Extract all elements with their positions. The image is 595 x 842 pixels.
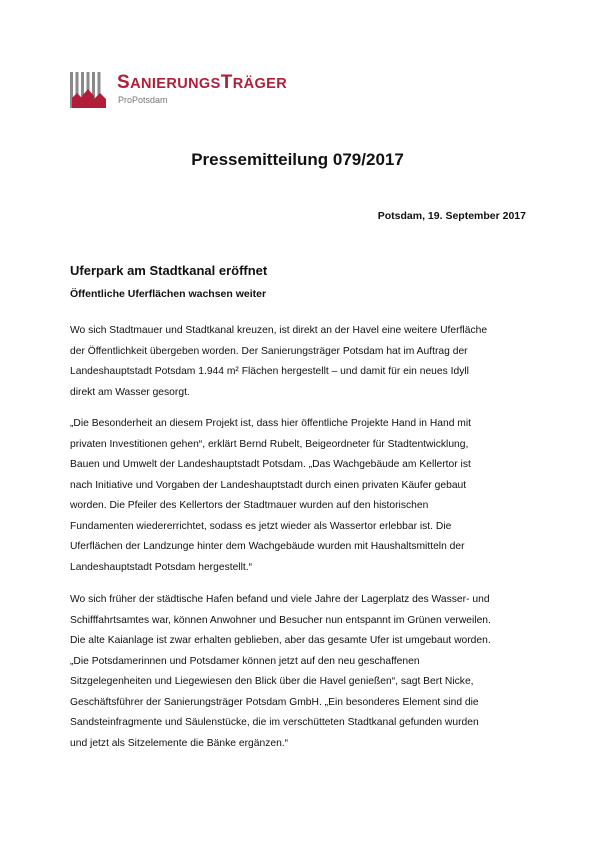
sanierungstraeger-logo [70,72,340,108]
logo-building-mark-icon [70,72,110,108]
body-paragraph-3 [70,590,540,754]
logo-wordmark: SANIERUNGSTRÄGER [117,72,288,93]
paragraph-line: Wo sich früher der städtische Hafen befand und viele Jahre der Lagerplatz des Wasser- und [70,594,490,605]
paragraph-line: direkt am Wasser gesorgt. [70,386,190,398]
paragraph-line: worden. Die Pfeiler des Kellertors der Stadtmauer wurden auf den historischen [70,500,429,511]
paragraph-line: „Die Besonderheit an diesem Projekt ist, dass hier öffentliche Projekte Hand in Hand mit [70,418,472,429]
paragraph-line: Sitzgelegenheiten und Liegewiesen den Blick über die Havel genießen“, sagt Bert Nicke, [70,676,474,687]
paragraph-line: Uferflächen der Landzunge hinter dem Wachgebäude wurden mit Haushaltsmitteln der [70,541,465,552]
paragraph-line: Sandsteinfragmente und Säulenstücke, die im verschütteten Stadtkanal gefunden wurden [70,717,479,728]
paragraph-line: Landeshauptstadt Potsdam 1.944 m² Flächen hergestellt – und damit für ein neues Idyll [70,366,469,377]
paragraph-line: nach Initiative und Vorgaben der Landeshauptstadt durch einen privaten Käufer gebaut [70,479,467,491]
paragraph-line: „Die Potsdamerinnen und Potsdamer können jetzt auf den neu geschaffenen [70,655,420,667]
paragraph-line: Geschäftsführer der Sanierungsträger Potsdam GmbH. „Ein besonderes Element sind die [70,696,479,708]
paragraph-line: privaten Investitionen gehen“, erklärt Bernd Rubelt, Beigeordneter für Stadtentwicklung, [70,438,469,450]
dateline: Potsdam, 19. September 2017 [377,210,526,222]
document-title: Pressemitteilung 079/2017 [191,150,404,169]
paragraph-line: und jetzt als Sitzelemente die Bänke ergänzen.“ [70,737,289,749]
paragraph-line: Fundamenten wiedererrichtet, sodass es jetzt wieder als Wassertor erlebbar ist. Die [70,520,452,532]
subheadline: Öffentliche Uferflächen wachsen weiter [70,288,267,300]
body-paragraph-1 [70,321,540,403]
logo-subtitle: ProPotsdam [118,95,168,105]
paragraph-line: Wo sich Stadtmauer und Stadtkanal kreuzen, ist direkt an der Havel eine weitere Uferfläche [70,325,488,336]
paragraph-line: Schifffahrtsamtes war, können Anwohner und Besucher nun entspannt im Grünen verweilen. [70,614,491,626]
paragraph-line: Bauen und Umwelt der Landeshauptstadt Potsdam. „Das Wachgebäude am Kellertor ist [70,459,471,470]
paragraph-line: Die alte Kaianlage ist zwar erhalten geblieben, aber das gesamte Ufer ist umgebaut worden. [70,635,491,646]
headline: Uferpark am Stadtkanal eröffnet [70,263,268,278]
paragraph-line: der Öffentlichkeit übergeben worden. Der Sanierungsträger Potsdam hat im Auftrag der [70,345,468,357]
paragraph-line: Landeshauptstadt Potsdam hergestellt.“ [70,561,253,573]
body-paragraph-2 [70,414,540,578]
